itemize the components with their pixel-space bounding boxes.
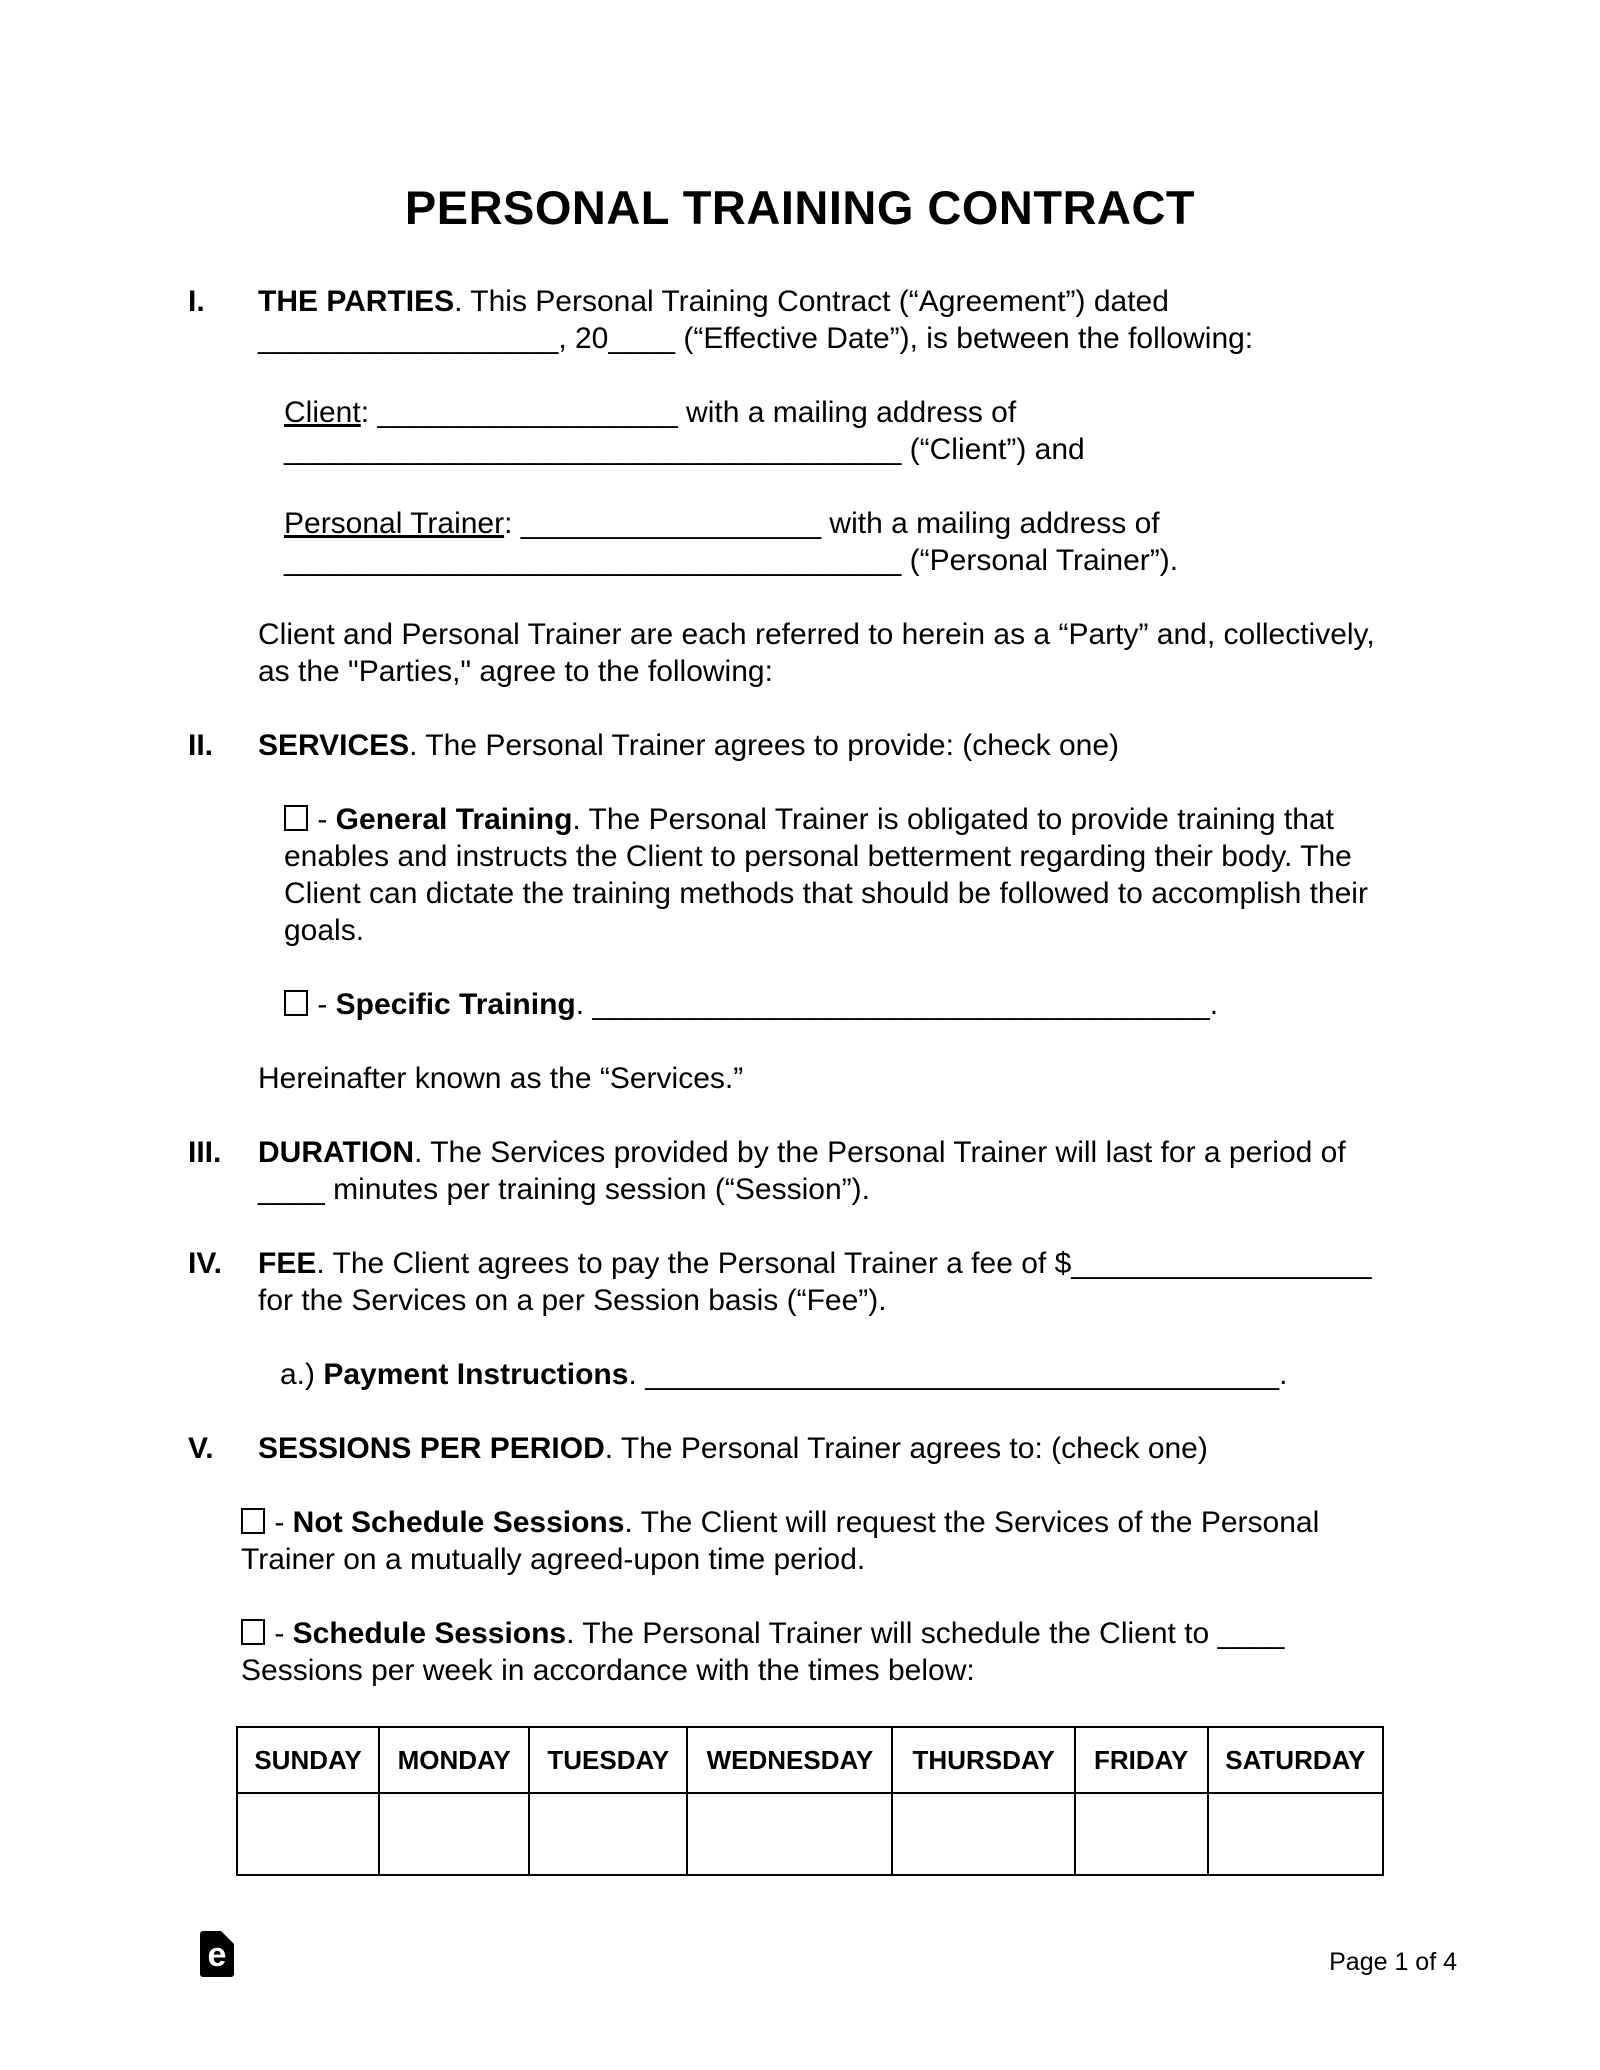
paragraph-parties-note	[258, 616, 1412, 690]
text-run: : __________________ with a mailing address of _____________________________________ (“Client”) and	[284, 396, 1085, 466]
section-number-services: II.	[188, 729, 214, 762]
text-run: . _____________________________________.	[575, 988, 1219, 1021]
day-header-friday: FRIDAY	[1075, 1727, 1208, 1793]
section-number-duration: III.	[188, 1136, 222, 1169]
paragraph-schedule-sessions	[241, 1615, 1412, 1689]
logo-letter: e	[207, 1936, 227, 1974]
section-text-parties	[258, 283, 1412, 357]
text-run: Personal Trainer	[284, 507, 505, 540]
text-run: -	[266, 1617, 293, 1650]
text-run: . The Client will request the Services of the Personal Trainer on a mutually agreed-upon time period.	[241, 1506, 1320, 1576]
section-text-sessions	[258, 1430, 1412, 1467]
section-text-services	[258, 727, 1412, 764]
checkbox-icon[interactable]	[284, 805, 308, 831]
eforms-logo-icon	[200, 1931, 234, 1977]
text-run: : __________________ with a mailing address of _____________________________________ (“Personal Trainer”).	[284, 507, 1179, 577]
text-run: . ______________________________________.	[628, 1358, 1288, 1391]
checkbox-icon[interactable]	[284, 990, 308, 1016]
text-run: Hereinafter known as the “Services.”	[258, 1062, 744, 1095]
schedule-header-row	[237, 1727, 1383, 1793]
section-fee	[188, 1245, 1412, 1319]
section-number-parties: I.	[188, 285, 205, 318]
text-run: Schedule Sessions	[292, 1617, 567, 1650]
schedule-entry-row	[237, 1793, 1383, 1875]
schedule-cell-tuesday[interactable]	[529, 1793, 687, 1875]
section-text-duration	[258, 1134, 1412, 1208]
document-title: PERSONAL TRAINING CONTRACT	[404, 181, 1196, 234]
day-header-thursday: THURSDAY	[892, 1727, 1074, 1793]
text-run: -	[309, 988, 336, 1021]
schedule-cell-monday[interactable]	[379, 1793, 529, 1875]
text-run: . The Services provided by the Personal Trainer will last for a period of ____ minutes per training session (“Session”).	[258, 1136, 1346, 1206]
text-run: Not Schedule Sessions	[292, 1506, 625, 1539]
section-parties	[188, 283, 1412, 357]
text-run: -	[266, 1506, 293, 1539]
checkbox-icon[interactable]	[241, 1508, 265, 1534]
paragraph-client	[284, 394, 1412, 468]
text-run: . The Personal Trainer is obligated to provide training that enables and instructs the Client to personal betterment regarding their body. The Client can dictate the training methods that should be followed to accomplish their goals.	[284, 803, 1368, 947]
day-header-sunday: SUNDAY	[237, 1727, 379, 1793]
text-run: . The Personal Trainer agrees to provide: (check one)	[409, 729, 1119, 762]
text-run: . The Personal Trainer agrees to: (check one)	[604, 1432, 1208, 1465]
page-number: Page 1 of 4	[1329, 1948, 1457, 1976]
paragraph-hereinafter	[258, 1060, 1412, 1097]
text-run: . The Personal Trainer will schedule the Client to ____ Sessions per week in accordance with the times below:	[241, 1617, 1285, 1687]
section-services	[188, 727, 1412, 764]
day-header-wednesday: WEDNESDAY	[687, 1727, 892, 1793]
text-run: THE PARTIES	[258, 285, 455, 318]
text-run: a.)	[280, 1358, 324, 1391]
text-run: . The Client agrees to pay the Personal Trainer a fee of $__________________ for the Services on a per Session basis (“Fee”).	[258, 1247, 1372, 1317]
text-run: SERVICES	[258, 729, 410, 762]
schedule-cell-sunday[interactable]	[237, 1793, 379, 1875]
paragraph-trainer	[284, 505, 1412, 579]
text-run: Payment Instructions	[323, 1358, 629, 1391]
section-number-fee: IV.	[188, 1247, 222, 1280]
section-duration	[188, 1134, 1412, 1208]
section-sessions-per-period	[188, 1430, 1412, 1467]
schedule-cell-wednesday[interactable]	[687, 1793, 892, 1875]
page-footer	[200, 1931, 1457, 1977]
paragraph-payment-instructions	[280, 1356, 1412, 1393]
schedule-table	[236, 1726, 1384, 1876]
text-run: SESSIONS PER PERIOD	[258, 1432, 605, 1465]
text-run: -	[309, 803, 336, 836]
schedule-cell-friday[interactable]	[1075, 1793, 1208, 1875]
day-header-monday: MONDAY	[379, 1727, 529, 1793]
checkbox-icon[interactable]	[241, 1619, 265, 1645]
schedule-cell-thursday[interactable]	[892, 1793, 1074, 1875]
text-run: Client	[284, 396, 361, 429]
text-run: . This Personal Training Contract (“Agreement”) dated __________________, 20____ (“Effective Date”), is between the following:	[258, 285, 1254, 355]
text-run: DURATION	[258, 1136, 415, 1169]
text-run: FEE	[258, 1247, 317, 1280]
day-header-tuesday: TUESDAY	[529, 1727, 687, 1793]
schedule-cell-saturday[interactable]	[1208, 1793, 1383, 1875]
text-run: General Training	[335, 803, 573, 836]
paragraph-general-training	[284, 801, 1412, 949]
section-text-fee	[258, 1245, 1412, 1319]
day-header-saturday: SATURDAY	[1208, 1727, 1383, 1793]
section-number-sessions: V.	[188, 1432, 214, 1465]
paragraph-not-schedule-sessions	[241, 1504, 1412, 1578]
paragraph-specific-training	[284, 986, 1412, 1023]
text-run: Client and Personal Trainer are each referred to herein as a “Party” and, collectively, as the "Parties," agree to the following:	[258, 618, 1375, 688]
text-run: Specific Training	[335, 988, 576, 1021]
